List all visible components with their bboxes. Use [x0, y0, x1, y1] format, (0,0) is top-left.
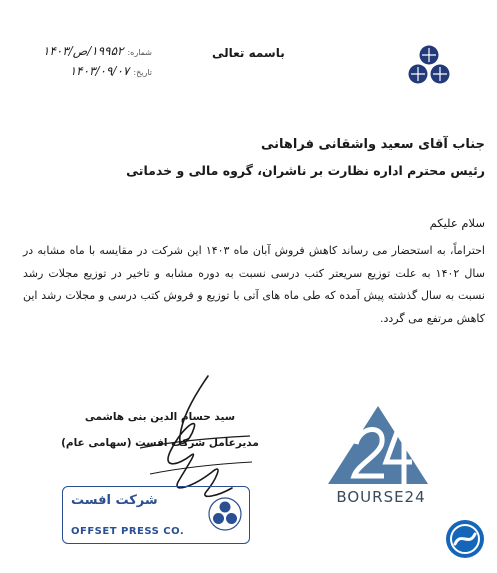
addressee-block [25, 132, 485, 184]
letter-meta [22, 44, 152, 84]
addressee-name: جناب آقای سعید واشقانی فراهانی [260, 137, 485, 152]
watermark-logo [326, 404, 430, 486]
company-stamp [62, 486, 250, 544]
signatory-role: مدیرعامل شرکت افست (سهامی عام) [61, 437, 259, 449]
date-value: ۱۴۰۳/۰۹/۰۷ [69, 64, 130, 78]
addressee-title: رئیس محترم اداره نظارت بر ناشران، گروه مالی و خدماتی [126, 163, 485, 178]
date-label: تاریخ: [133, 68, 152, 77]
basmala: باسمه تعالی [212, 46, 285, 60]
number-value: ۱۹۹۵۲/ص/۱۴۰۳ [42, 44, 124, 58]
watermark-text: BOURSE24 [336, 488, 426, 506]
date-row [22, 64, 152, 84]
number-row [22, 44, 152, 64]
greeting: سلام علیکم [429, 216, 485, 230]
corner-badge-icon [445, 519, 485, 559]
stamp-english-name: OFFSET PRESS CO. [71, 526, 185, 537]
body-paragraph: احتراماً، به استحضار می رساند کاهش فروش آبان ماه ۱۴۰۳ این شرکت در مقایسه با ماه مشابه در سال ۱۴۰۲ به علت توزیع سریعتر کتب درسی نسبت به دوره مشابه و تاخیر در توزیع مجلات رشد نسبت به سال گذشته پیش آمده که طی ماه های آتی با توزیع و فروش کتب درسی و مجلات رشد این کاهش مرتفع می گردد. [23, 244, 485, 325]
stamp-logo-icon [208, 497, 242, 531]
offset-company-logo [407, 44, 451, 86]
stamp-persian-name: شرکت افست [71, 493, 158, 508]
signatory-name: سید حسام الدین بنی هاشمی [84, 411, 236, 423]
number-label: شماره: [127, 48, 152, 57]
